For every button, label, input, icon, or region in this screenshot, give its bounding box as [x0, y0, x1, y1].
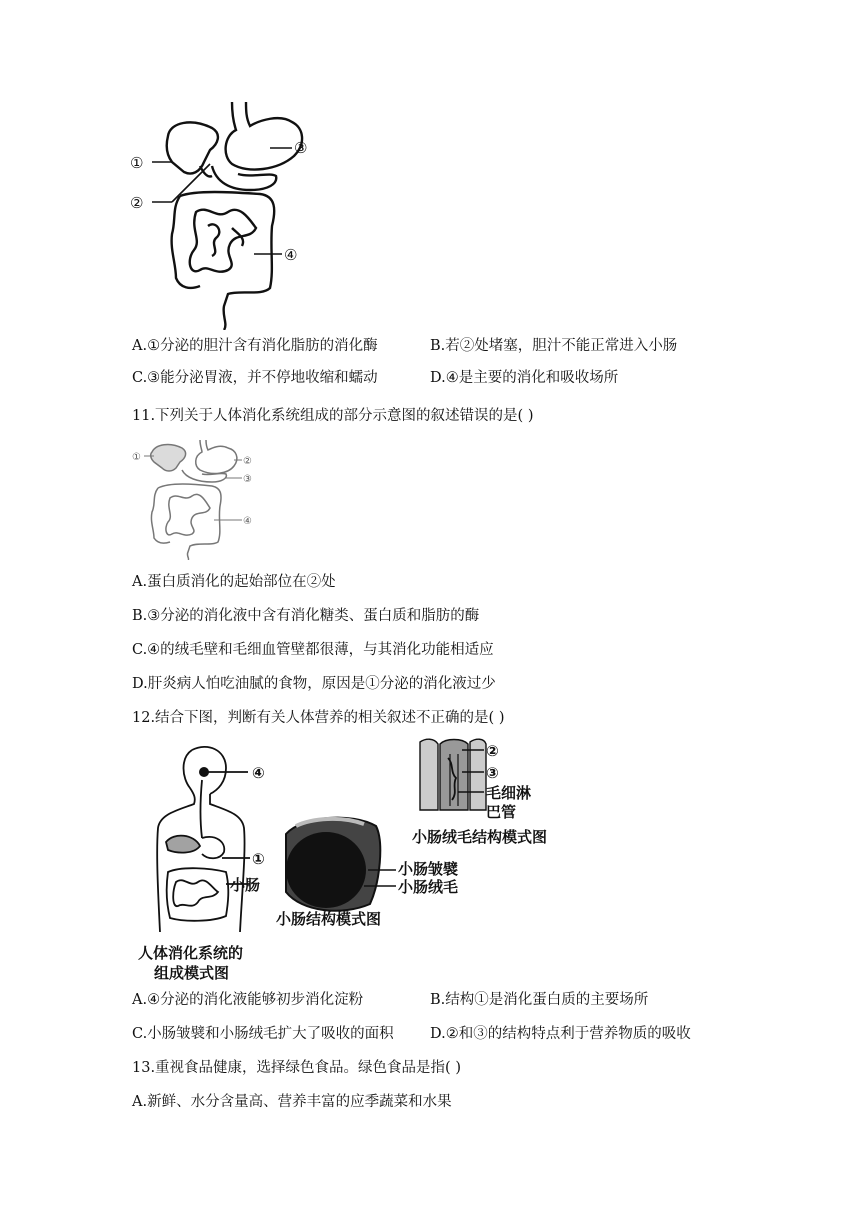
digestive-system-figure-q10	[120, 100, 330, 330]
q12-option-d: D.②和③的结构特点利于营养物质的吸收	[430, 1026, 691, 1042]
q10-option-a: A.①分泌的胆汁含有消化脂肪的消化酶	[132, 338, 378, 354]
villus-structure-figure-q12	[412, 738, 562, 850]
q11-option-d: D.肝炎病人怕吃油腻的食物，原因是①分泌的消化液过少	[132, 676, 496, 692]
q11-option-b: B.③分泌的消化液中含有消化糖类、蛋白质和脂肪的酶	[132, 608, 480, 624]
label-fold: 小肠皱襞	[398, 860, 459, 878]
label-2: ②	[243, 456, 252, 467]
label-4: ④	[284, 246, 298, 264]
intestine-caption: 小肠结构模式图	[276, 910, 382, 928]
q12-option-c: C.小肠皱襞和小肠绒毛扩大了吸收的面积	[132, 1026, 394, 1042]
digestive-system-figure-q11	[130, 438, 270, 560]
q13-option-a: A.新鲜、水分含量高、营养丰富的应季蔬菜和水果	[132, 1094, 452, 1110]
q12-stem: 12.结合下图，判断有关人体营养的相关叙述不正确的是( )	[132, 710, 505, 726]
label-lymph-line2: 巴管	[486, 803, 517, 821]
q12-option-a: A.④分泌的消化液能够初步消化淀粉	[132, 992, 364, 1008]
label-villus: 小肠绒毛	[398, 878, 459, 896]
q11-option-c: C.④的绒毛壁和毛细血管壁都很薄，与其消化功能相适应	[132, 642, 494, 658]
label-3: ③	[486, 764, 499, 782]
body-digestive-figure-q12	[130, 742, 280, 982]
label-3: ③	[294, 139, 308, 157]
q10-option-c: C.③能分泌胃液，并不停地收缩和蠕动	[132, 370, 378, 386]
label-3: ③	[243, 474, 252, 485]
q10-option-b: B.若②处堵塞，胆汁不能正常进入小肠	[430, 338, 678, 354]
villus-caption: 小肠绒毛结构模式图	[412, 828, 548, 846]
label-1: ①	[132, 452, 141, 463]
label-4: ④	[252, 764, 265, 782]
q11-stem: 11.下列关于人体消化系统组成的部分示意图的叙述错误的是( )	[132, 408, 534, 424]
body-caption-line2: 组成模式图	[154, 964, 230, 982]
label-intestine: 小肠	[230, 876, 261, 894]
label-1: ①	[252, 850, 265, 868]
label-4: ④	[243, 516, 252, 527]
q12-option-b: B.结构①是消化蛋白质的主要场所	[430, 992, 649, 1008]
q10-option-d: D.④是主要的消化和吸收场所	[430, 370, 619, 386]
q13-stem: 13.重视食品健康，选择绿色食品。绿色食品是指( )	[132, 1060, 461, 1076]
label-1: ①	[130, 154, 144, 172]
label-2: ②	[486, 742, 499, 760]
label-lymph-line1: 毛细淋	[486, 784, 532, 802]
q11-option-a: A.蛋白质消化的起始部位在②处	[132, 574, 336, 590]
label-2: ②	[130, 194, 144, 212]
body-caption-line1: 人体消化系统的	[138, 944, 244, 962]
